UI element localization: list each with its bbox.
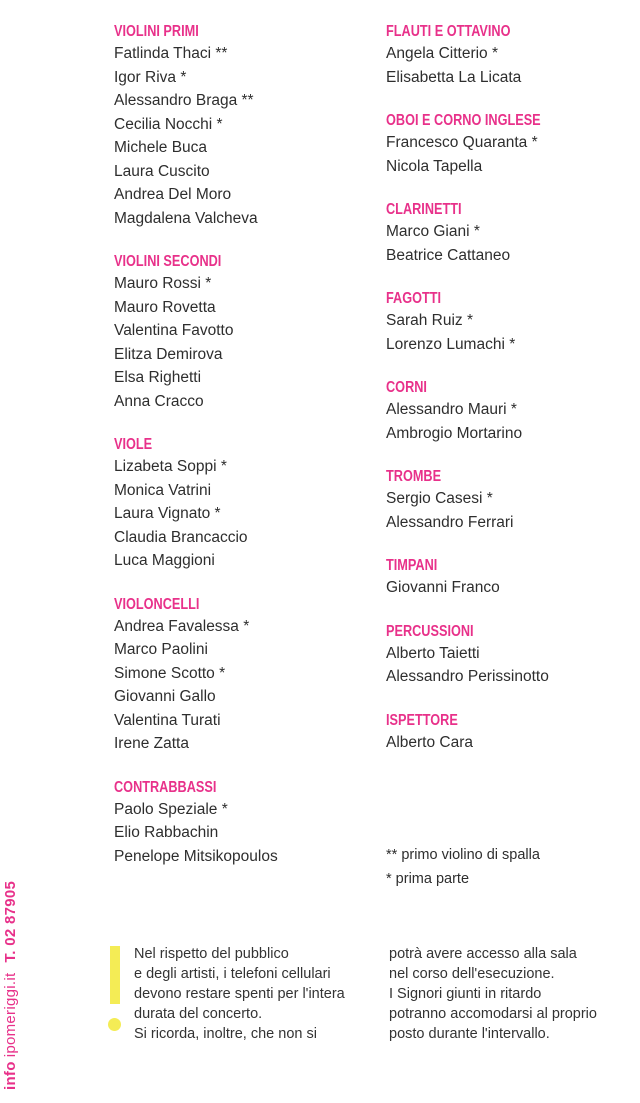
member-name: Angela Citterio * bbox=[386, 45, 499, 62]
member-name: Irene Zatta bbox=[114, 735, 189, 752]
member-name: Alessandro Ferrari bbox=[386, 513, 514, 531]
member-name: Magdalena Valcheva bbox=[114, 209, 258, 227]
section-heading: CORNI bbox=[386, 379, 427, 396]
member-name: Marco Paolini bbox=[114, 641, 208, 658]
member-name: Igor Riva * bbox=[114, 68, 187, 86]
right-roster-column bbox=[386, 22, 636, 754]
member-name: Andrea Favalessa * bbox=[114, 617, 250, 635]
footnote-prima-parte: * prima parte bbox=[386, 870, 470, 887]
section-violini-primi bbox=[114, 22, 364, 230]
member-name: Claudia Brancaccio bbox=[114, 528, 248, 546]
section-timpani bbox=[386, 556, 636, 600]
member-name: Elisabetta La Licata bbox=[386, 68, 522, 86]
section-heading: OBOI E CORNO INGLESE bbox=[386, 112, 541, 129]
section-gap bbox=[386, 267, 636, 289]
section-heading: CLARINETTI bbox=[386, 201, 462, 218]
notice-line: nel corso dell'esecuzione. bbox=[389, 966, 555, 982]
section-contrabbassi bbox=[114, 778, 364, 869]
section-ispettore bbox=[386, 711, 636, 755]
footnotes bbox=[386, 844, 540, 891]
section-gap bbox=[386, 178, 636, 200]
member-name: Monica Vatrini bbox=[114, 481, 212, 499]
section-oboi-e-corno-inglese bbox=[386, 111, 636, 178]
section-heading: VIOLONCELLI bbox=[114, 595, 200, 613]
section-heading: ISPETTORE bbox=[386, 711, 458, 729]
member-name: Anna Cracco bbox=[114, 392, 204, 410]
section-heading: FLAUTI E OTTAVINO bbox=[386, 23, 511, 40]
member-name: Alessandro Mauri * bbox=[386, 401, 517, 418]
section-gap bbox=[114, 230, 364, 252]
section-gap bbox=[114, 413, 364, 435]
member-name: Elitza Demirova bbox=[114, 345, 223, 363]
notice-exclamation-bar bbox=[110, 946, 120, 1004]
member-name: Mauro Rovetta bbox=[114, 298, 216, 316]
left-roster-column bbox=[114, 22, 364, 868]
member-name: Alberto Cara bbox=[386, 733, 474, 751]
section-heading: CONTRABBASSI bbox=[114, 778, 217, 796]
notice-exclamation-dot bbox=[108, 1018, 121, 1031]
member-name: Laura Vignato * bbox=[114, 505, 221, 522]
section-gap bbox=[386, 689, 636, 711]
member-name: Valentina Turati bbox=[114, 711, 221, 729]
notice-line: Si ricorda, inoltre, che non si bbox=[134, 1026, 317, 1042]
section-heading: VIOLINI SECONDI bbox=[114, 253, 222, 270]
notice-line: I Signori giunti in ritardo bbox=[389, 986, 542, 1002]
notice-line: durata del concerto. bbox=[134, 1006, 263, 1022]
member-name: Giovanni Franco bbox=[386, 579, 500, 596]
member-name: Francesco Quaranta * bbox=[386, 134, 538, 151]
member-name: Andrea Del Moro bbox=[114, 186, 232, 203]
notice-line: devono restare spenti per l'intera bbox=[134, 986, 345, 1002]
section-gap bbox=[386, 89, 636, 111]
member-name: Sergio Casesi * bbox=[386, 490, 493, 507]
section-heading: FAGOTTI bbox=[386, 290, 442, 307]
member-name: Lorenzo Lumachi * bbox=[386, 335, 516, 353]
notice-line: potrà avere accesso alla sala bbox=[389, 946, 577, 962]
member-name: Cecilia Nocchi * bbox=[114, 115, 223, 133]
notice-right-text bbox=[389, 944, 597, 1044]
member-name: Alberto Taietti bbox=[386, 644, 480, 662]
section-flauti-e-ottavino bbox=[386, 22, 636, 89]
member-name: Alessandro Braga ** bbox=[114, 92, 254, 109]
section-gap bbox=[386, 356, 636, 378]
section-heading: VIOLINI PRIMI bbox=[114, 23, 199, 40]
member-name: Simone Scotto * bbox=[114, 664, 226, 682]
member-name: Nicola Tapella bbox=[386, 157, 483, 175]
member-name: Ambrogio Mortarino bbox=[386, 424, 523, 442]
member-name: Lizabeta Soppi * bbox=[114, 458, 227, 475]
member-name: Giovanni Gallo bbox=[114, 688, 216, 705]
member-name: Beatrice Cattaneo bbox=[386, 246, 511, 264]
notice-line: potranno accomodarsi al proprio bbox=[389, 1006, 597, 1022]
section-trombe bbox=[386, 467, 636, 534]
member-name: Sarah Ruiz * bbox=[386, 312, 474, 329]
section-gap bbox=[386, 534, 636, 556]
section-heading: TIMPANI bbox=[386, 557, 438, 574]
member-name: Valentina Favotto bbox=[114, 322, 234, 339]
section-gap bbox=[386, 600, 636, 622]
section-violoncelli bbox=[114, 595, 364, 756]
section-gap bbox=[386, 445, 636, 467]
member-name: Elio Rabbachin bbox=[114, 824, 219, 841]
section-percussioni bbox=[386, 622, 636, 689]
member-name: Penelope Mitsikopoulos bbox=[114, 847, 278, 865]
section-heading: TROMBE bbox=[386, 468, 442, 485]
member-name: Mauro Rossi * bbox=[114, 275, 212, 292]
member-name: Marco Giani * bbox=[386, 223, 480, 240]
notice-line: e degli artisti, i telefoni cellulari bbox=[134, 966, 331, 982]
info-website-link[interactable]: ipomeriggi.it bbox=[2, 972, 19, 1058]
member-name: Fatlinda Thaci ** bbox=[114, 45, 228, 62]
section-corni bbox=[386, 378, 636, 445]
member-name: Luca Maggioni bbox=[114, 552, 215, 569]
section-viole bbox=[114, 435, 364, 573]
notice-line: Nel rispetto del pubblico bbox=[134, 946, 289, 962]
info-strip bbox=[2, 881, 19, 1090]
notice-line: posto durante l'intervallo. bbox=[389, 1026, 550, 1042]
notice-left-text bbox=[134, 944, 345, 1044]
footnote-spalla: ** primo violino di spalla bbox=[386, 847, 540, 863]
section-gap bbox=[114, 756, 364, 778]
member-name: Michele Buca bbox=[114, 139, 208, 156]
member-name: Laura Cuscito bbox=[114, 162, 210, 180]
section-violini-secondi bbox=[114, 252, 364, 413]
member-name: Paolo Speziale * bbox=[114, 800, 228, 818]
section-fagotti bbox=[386, 289, 636, 356]
section-heading: PERCUSSIONI bbox=[386, 622, 474, 640]
section-clarinetti bbox=[386, 200, 636, 267]
info-label: info bbox=[2, 1061, 19, 1090]
section-heading: VIOLE bbox=[114, 436, 153, 453]
section-gap bbox=[114, 573, 364, 595]
member-name: Alessandro Perissinotto bbox=[386, 668, 549, 685]
member-name: Elsa Righetti bbox=[114, 369, 202, 386]
info-phone: T. 02 87905 bbox=[2, 880, 19, 963]
